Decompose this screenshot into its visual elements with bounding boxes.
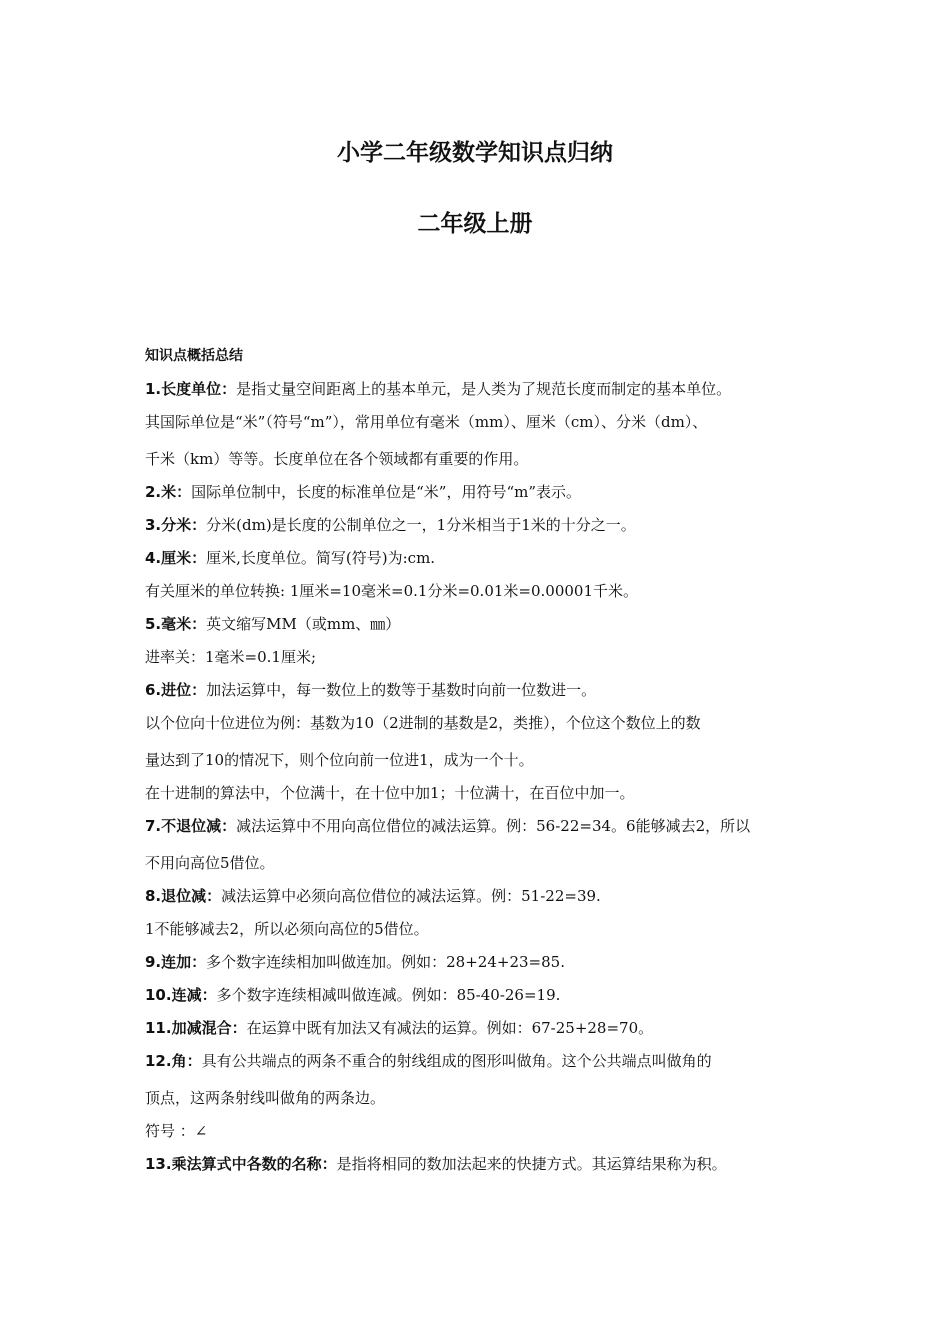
item-heading: 11.加减混合：: [145, 1019, 247, 1037]
item-text: 以个位向十位进位为例：基数为10（2进制的基数是2，类推），个位这个数位上的数: [145, 714, 701, 732]
item-heading: 8.退位减：: [145, 887, 222, 905]
knowledge-item: [145, 1148, 810, 1181]
item-text: 有关厘米的单位转换: 1厘米=10毫米=0.1分米=0.01米=0.00001千米。: [145, 582, 639, 600]
knowledge-item: [145, 542, 810, 575]
item-heading: 9.连加：: [145, 953, 207, 971]
item-text: 多个数字连续相减叫做连减。例如：85-40-26=19.: [216, 986, 561, 1004]
item-text: 1不能够减去2，所以必须向高位的5借位。: [145, 920, 429, 938]
text-line: [145, 443, 810, 476]
item-heading: 4.厘米：: [145, 549, 207, 567]
knowledge-item: [145, 1045, 810, 1082]
knowledge-item: [145, 674, 810, 707]
knowledge-item: [145, 946, 810, 979]
item-text: 加法运算中，每一数位上的数等于基数时向前一位数进一。: [206, 681, 597, 699]
content-body: [145, 340, 810, 1181]
item-text: 是指丈量空间距离上的基本单元，是人类为了规范长度而制定的基本单位。: [236, 380, 732, 398]
item-text: 减法运算中必须向高位借位的减法运算。例：51-22=39.: [221, 887, 601, 905]
text-line: [145, 707, 810, 744]
item-text: 不用向高位5借位。: [145, 854, 275, 872]
document-subtitle: 二年级上册: [417, 211, 533, 237]
item-text: 进率关：1毫米=0.1厘米;: [145, 648, 317, 666]
text-line: [145, 777, 810, 810]
item-text: 减法运算中不用向高位借位的减法运算。例：56-22=34。6能够减去2，所以: [236, 817, 751, 835]
knowledge-item: [145, 810, 810, 847]
item-heading: 10.连减：: [145, 986, 217, 1004]
text-line: [145, 641, 810, 674]
text-line: [145, 1082, 810, 1115]
knowledge-item: [145, 373, 810, 406]
item-text: 在十进制的算法中，个位满十，在十位中加1；十位满十，在百位中加一。: [145, 784, 635, 802]
item-heading: 12.角：: [145, 1052, 202, 1070]
knowledge-item: [145, 979, 810, 1012]
angle-symbol-line: [145, 1115, 810, 1148]
knowledge-item: [145, 509, 810, 542]
item-heading: 7.不退位减：: [145, 817, 237, 835]
document-title: 小学二年级数学知识点归纳: [337, 140, 613, 166]
knowledge-item: [145, 476, 810, 509]
item-text: 在运算中既有加法又有减法的运算。例如：67-25+28=70。: [246, 1019, 654, 1037]
item-text: 国际单位制中，长度的标准单位是“米”，用符号“m”表示。: [191, 483, 582, 501]
knowledge-item: [145, 608, 810, 641]
item-text: 厘米,长度单位。简写(符号)为:cm.: [206, 549, 436, 567]
item-text: 符号 ：∠: [145, 1122, 208, 1140]
item-heading: 1.长度单位：: [145, 380, 237, 398]
item-heading: 2.米：: [145, 483, 192, 501]
text-line: [145, 847, 810, 880]
text-line: [145, 575, 810, 608]
item-text: 千米（km）等等。长度单位在各个领域都有重要的作用。: [145, 450, 529, 468]
item-text: 是指将相同的数加法起来的快捷方式。其运算结果称为积。: [336, 1155, 727, 1173]
item-heading: 3.分米：: [145, 516, 207, 534]
item-text: 多个数字连续相加叫做连加。例如：28+24+23=85.: [206, 953, 565, 971]
knowledge-item: [145, 1012, 810, 1045]
text-line: [145, 913, 810, 946]
section-heading: 知识点概括总结: [145, 348, 243, 364]
item-heading: 13.乘法算式中各数的名称：: [145, 1155, 337, 1173]
item-heading: 6.进位：: [145, 681, 207, 699]
item-text: 具有公共端点的两条不重合的射线组成的图形叫做角。这个公共端点叫做角的: [201, 1052, 712, 1070]
item-text: 其国际单位是“米”（符号“m”），常用单位有毫米（mm）、厘米（cm）、分米（dm）、: [145, 413, 708, 431]
text-line: [145, 406, 810, 443]
item-heading: 5.毫米：: [145, 615, 207, 633]
item-text: 英文缩写MM（或mm、㎜）: [206, 615, 401, 633]
item-text: 顶点，这两条射线叫做角的两条边。: [145, 1089, 386, 1107]
item-text: 量达到了10的情况下，则个位向前一位进1，成为一个十。: [145, 751, 534, 769]
knowledge-item: [145, 880, 810, 913]
item-text: 分米(dm)是长度的公制单位之一，1分米相当于1米的十分之一。: [206, 516, 636, 534]
text-line: [145, 744, 810, 777]
